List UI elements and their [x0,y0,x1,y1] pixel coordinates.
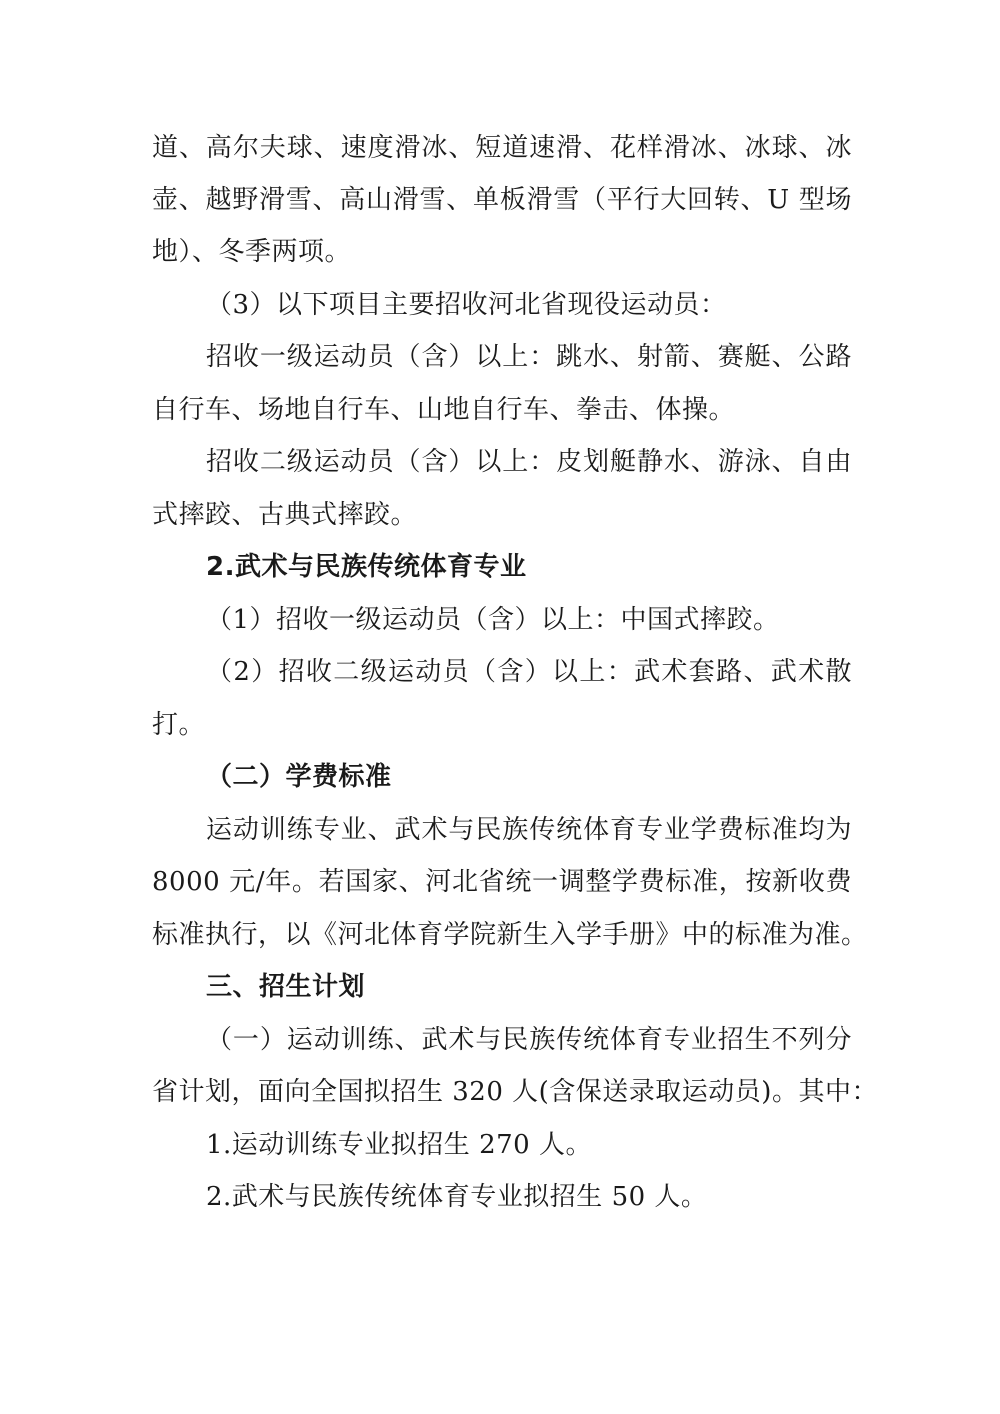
text-line-item-3-heading: （3）以下项目主要招收河北省现役运动员： [206,290,727,320]
text-line-sports-list-1: 道、高尔夫球、速度滑冰、短道速滑、花样滑冰、冰球、冰 [152,133,852,163]
text-line-level-two-1: 招收二级运动员（含）以上：皮划艇静水、游泳、自由 [206,447,852,477]
text-line-sports-list-3: 地）、冬季两项。 [152,237,352,267]
section-heading-wushu: 2.武术与民族传统体育专业 [206,552,527,582]
text-line-wushu-1: （1）招收一级运动员（含）以上：中国式摔跤。 [206,605,780,635]
text-line-wushu-2: （2）招收二级运动员（含）以上：武术套路、武术散 [206,657,852,687]
text-line-tuition-2: 8000 元/年。若国家、河北省统一调整学费标准，按新收费 [152,867,852,897]
text-line-plan-1: （一）运动训练、武术与民族传统体育专业招生不列分 [206,1025,852,1055]
section-heading-tuition: （二）学费标准 [206,762,392,792]
text-line-plan-sports-training: 1.运动训练专业拟招生 270 人。 [206,1130,592,1160]
text-line-plan-2: 省计划，面向全国拟招生 320 人(含保送录取运动员)。其中： [152,1077,878,1107]
text-line-sports-list-2: 壶、越野滑雪、高山滑雪、单板滑雪（平行大回转、U 型场 [152,185,852,215]
text-line-plan-wushu: 2.武术与民族传统体育专业拟招生 50 人。 [206,1182,708,1212]
text-line-wushu-3: 打。 [152,710,206,740]
text-line-tuition-3: 标准执行，以《河北体育学院新生入学手册》中的标准为准。 [152,920,868,950]
section-heading-enrollment-plan: 三、招生计划 [206,972,366,1002]
text-line-level-one-1: 招收一级运动员（含）以上：跳水、射箭、赛艇、公路 [206,342,852,372]
text-line-level-two-2: 式摔跤、古典式摔跤。 [152,500,418,530]
text-line-tuition-1: 运动训练专业、武术与民族传统体育专业学费标准均为 [206,815,852,845]
text-line-level-one-2: 自行车、场地自行车、山地自行车、拳击、体操。 [152,395,736,425]
